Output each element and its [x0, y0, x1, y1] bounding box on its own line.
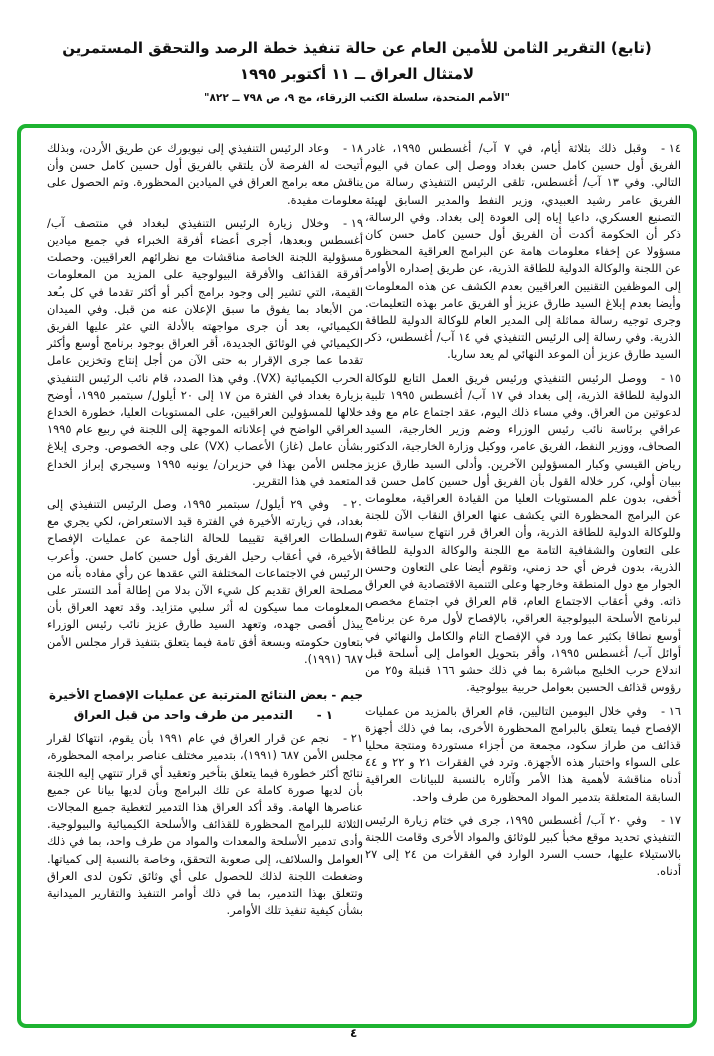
paragraph-20	[47, 496, 363, 668]
paragraph-number: ١٥ -	[661, 370, 681, 385]
paragraph-number: ١٧ -	[661, 812, 681, 827]
paragraph-text: وعاد الرئيس التنفيذي إلى نيويورك عن طريق الأردن، وبذلك أتيحت له الفرصة لأن يلتقي بالفريق أول حسين كامل حسن وأن يناقش معه برامج العراق في الميادين المحظورة. وتم الحصول على معلومات مفيدة.	[47, 141, 363, 207]
paragraph-text: وفي خلال اليومين التاليين، قام العراق بالمزيد من عمليات الإفصاح فيما يتعلق بالبرامج المحظورة الأخرى، بما في ذلك أجهزة قذائف من طراز سكود، مجمعة من أجزاء مستوردة ومنتجة محليا على السواء واختبار هذه الأجهزة. وترد في الفقرات ٢١ و ٢٢ و ٤٤ أدناه مناقشة لأهمية هذا الأمر وآثاره بالنسبة للبيانات العراقية السابقة المتعلقة بتدمير المواد المحظورة من طرف واحد.	[365, 703, 681, 804]
paragraph-text: نجم عن قرار العراق في عام ١٩٩١ بأن يقوم، انتهاكا لقرار مجلس الأمن ٦٨٧ (١٩٩١)، بتدمير مختلف عناصر برامجه المحظورة، نتائج أكثر خطورة فيما يتعلق بتأخير وتعقيد أي قرار تنتهي إليه اللجنة بأن لديها صورة كاملة عن تلك البرامج وبأن لديها بيانا عن جميع عناصرها الهامة. وقد أكد العراق هذا التدمير لتغطية جميع المجالات الثلاثة للبرامج المحظورة للقذائف والأسلحة الكيميائية والبيولوجية. وأدى تدمير الأسلحة والمعدات والمواد من طرف واحد، بما في ذلك العوامل والسلائف، إلى صعوبة التحقق، وخاصة بالنسبة إلى كمياتها. وضغطت اللجنة لذلك للحصول على أي وثائق تكون لدى العراق وتتعلق بهذا التدمير، بما في ذلك أوامر التنفيذ والتقارير الميدانية بشأن كيفية تنفيذ تلك الأوامر.	[47, 731, 363, 918]
paragraph-15	[365, 370, 681, 697]
subsection-title: التدمير من طرف واحد من قبل العراق	[73, 708, 293, 723]
paragraph-text: وقبل ذلك بثلاثة أيام، في ٧ آب/ أغسطس ١٩٩٥، غادر الفريق أول حسين كامل حسن بغداد ووصل إلى عمان في اليوم التالي. وفي ١٣ آب/ أغسطس، تلقى الرئيس التنفيذي رسالة من الفريق عامر رشيد العبيدي، وزير النفط والمدير السابق لهيئة التصنيع العسكري، داعيا إياه إلى العودة إلى بغداد. وفي الرسالة، ذكر أن الحكومة أكدت أن الفريق أول حسين كامل حسن كان مسؤولا عن إخفاء معلومات هامة عن البرامج العراقية المحظورة عن اللجنة والوكالة الدولية للطاقة الذرية، عن طريق إصداره الأوامر إلى الموظفين التقنيين العراقيين بعدم الكشف عن هذه المعلومات وأيضا بعدم إبلاغ السيد طارق عزيز أو الفريق عامر بهذه التعليمات. وجرى توجيه رسالة مماثلة إلى المدير العام للوكالة الدولية للطاقة الذرية. وفي رسالة إلى الرئيس التنفيذي في ١٤ آب/ أغسطس، ذكر السيد طارق عزيز أن الموعد النهائي لم يعد ساريا.	[365, 141, 681, 362]
paragraph-number: ١٨ -	[343, 141, 363, 155]
paragraph-text: ووصل الرئيس التنفيذي ورئيس فريق العمل التابع للوكالة الدولية للطاقة الذرية، إلى بغداد في ١٧ آب/ أغسطس ١٩٩٥ تلبية لدعوتين من العراق. وفي مساء ذلك اليوم، عقد اجتماع عام مع وفد عراقي برئاسة نائب رئيس الوزراء وضم وزير الخارجية، السيد الصحاف، ووزير النفط، الفريق عامر، ووكيل وزارة الخارجية، الدكتور رياض القيسي وكبار المسؤولين الآخرين. وأدلى السيد طارق عزيز ببيان أولي، كرر خلاله القول بأن الفريق أول حسين كامل حسن قد أخفى، بدون علم المستويات العليا من القيادة العراقية، معلومات عن البرامج المحظورة التي يكشف عنها العراق النقاب الآن للجنة وللوكالة الدولية للطاقة الذرية، وأن العراق قرر انتهاج سياسة تقوم على التعاون والشفافية التامة مع اللجنة والوكالة الدولية للطاقة الذرية، بدون فرض أي حد زمني، وتقوم أيضا على التعاون وحسن الجوار مع دول المنطقة وخارجها وعلى التنمية الاقتصادية في العراق ذاته. وفي أعقاب الاجتماع العام، قام العراق في اجتماع مخصص لبرنامج الأسلحة البيولوجية العراقي، بالإفصاح لأول مرة عن برنامج أوسع نطاقا بكثير عما ورد في الإفصاح التام والكامل والنهائي في أوائل آب/ أغسطس ١٩٩٥، وأقر بتحويل العوامل إلى أسلحة قبل اندلاع حرب الخليج مباشرة بما في ذلك حشو ١٦٦ قنبلة و٢٥ من رؤوس قذائف الحسين بعوامل حربية بيولوجية.	[365, 370, 681, 695]
paragraph-19	[47, 215, 363, 490]
right-column	[365, 140, 681, 887]
page-number: ٤	[350, 1026, 358, 1040]
content-frame	[17, 124, 697, 1028]
section-heading: جيم - بعض النتائج المترتبة عن عمليات الإفصاح الأخيرة	[48, 688, 363, 703]
paragraph-18	[47, 140, 363, 209]
paragraph-number: ١٤ -	[661, 141, 681, 155]
title-line-2: لامتثال العراق ــ ١١ أكتوبر ١٩٩٥	[239, 65, 475, 83]
paragraph-number: ٢١ -	[343, 731, 363, 746]
left-column	[47, 140, 363, 925]
paragraph-text: وفي ٢٩ أيلول/ سبتمبر ١٩٩٥، وصل الرئيس التنفيذي إلى بغداد، في زيارته الأخيرة في الفترة قيد الاستعراض، لكي يجري مع السلطات العراقية تقييما للحالة الناجمة عن عمليات الإفصاح الأخيرة، في أعقاب رحيل الفريق أول حسين كامل حسن. وأعرب الرئيس في الاجتماعات المختلفة التي عقدها عن رأي مفاده بأنه من مصلحة العراق تقديم كل شيء الآن بدلا من إطالة أمد التستر على المعلومات مما سيكون له أثر سلبي متزايد. وقد تعهد العراق بأن يبذل أقصى جهده، وتعهد السيد طارق عزيز نائب رئيس الوزراء بتعاون حكومته وبسعة أفق تامة فيما يتعلق بتنفيذ قرار مجلس الأمن ٦٨٧ (١٩٩١).	[47, 497, 363, 666]
title-line-1: (تابع) التقرير الثامن للأمين العام عن حالة تنفيذ خطة الرصد والتحقق المستمرين	[62, 39, 652, 57]
source-citation: "الأمم المتحدة، سلسلة الكتب الزرقاء، مج ٩، ص ٧٩٨ ــ ٨٢٢"	[204, 92, 510, 104]
paragraph-17	[365, 812, 681, 881]
paragraph-21	[47, 730, 363, 919]
paragraph-number: ٢٠ -	[343, 497, 363, 512]
paragraph-14	[365, 140, 681, 364]
subsection-number: ١ -	[316, 708, 333, 723]
subsection-heading	[47, 706, 363, 724]
paragraph-16	[365, 703, 681, 806]
paragraph-number: ١٩ -	[343, 215, 363, 230]
paragraph-text: وفي ٢٠ آب/ أغسطس ١٩٩٥، جرى في ختام زيارة الرئيس التنفيذي تحديد موقع مخبأ كبير للوثائق والمواد الأخرى وقامت اللجنة بالاستيلاء عليها، حسب السرد الوارد في الفقرات من ٢٤ إلى ٢٧ أدناه.	[365, 812, 682, 879]
paragraph-number: ١٦ -	[661, 703, 681, 718]
paragraph-text: وخلال زيارة الرئيس التنفيذي لبغداد في منتصف آب/ أغسطس وبعدها، أجرى أعضاء أفرقة الخبراء في جميع ميادين مسؤولية اللجنة الخاصة مناقشات مع نظرائهم العراقيين. وحصلت أفرقة القذائف والأفرقة البيولوجية على المزيد من المعلومات القيمة، التي تشير إلى وجود برامج أكبر أو أكثر تقدما في كل بـُعد من الأبعاد بما يفوق ما سبق الإعلان عنه من قبل. وفي الميدان الكيميائي، بعد أن جرى مواجهته بالأدلة التي عثر عليها الفريق الكيميائي في الوثائق الجديدة، أقر العراق بوجود برنامج أوسع وأكثر تقدما عما جرى الإقرار به حتى الآن من أجل إنتاج وتخزين عامل الحرب الكيميائية (VX). وفي هذا الصدد، قام نائب الرئيس التنفيذي بزيارة بغداد في الفترة من ١٧ إلى ٢٠ أيلول/ سبتمبر ١٩٩٥، أوضح خلالها للمسؤولين العراقيين، على المستويات العليا، خطورة الخداع العراقي الواضح في إعلاناته الموجهة إلى اللجنة في ربيع عام ١٩٩٥ بشأن عامل (غاز) الأعصاب (VX) على وجه الخصوص. وجرى إبلاغ مجلس الأمن بهذا في حزيران/ يونيه ١٩٩٥ وسيجري إبراز الخداع المتعمد في هذا التقرير.	[47, 215, 364, 488]
document-header	[40, 36, 674, 106]
